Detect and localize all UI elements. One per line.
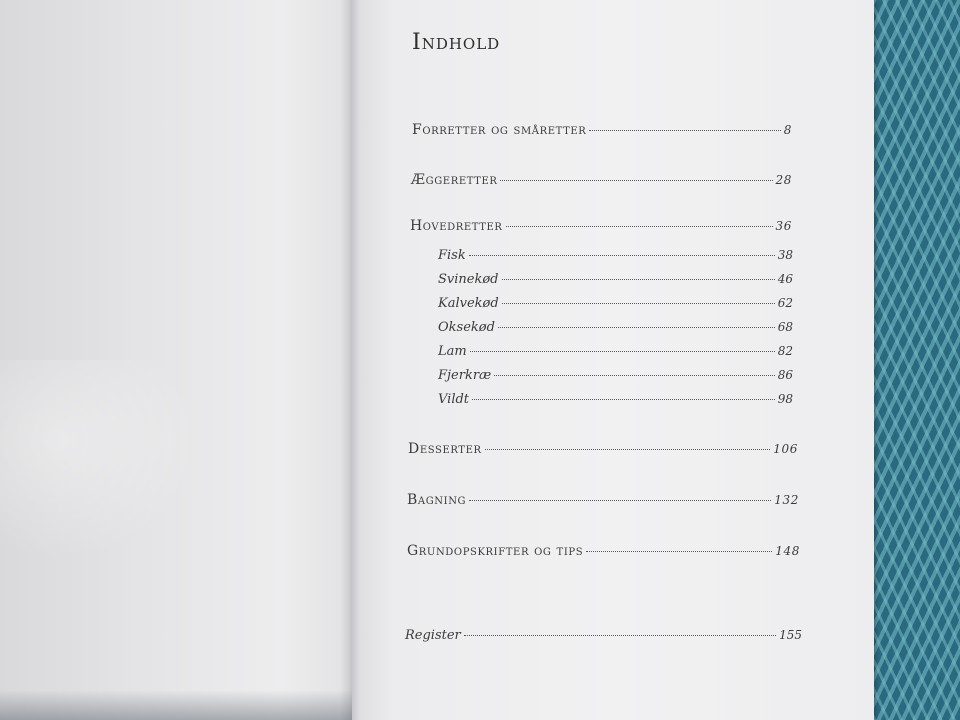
toc-leader-dots [472,399,775,400]
toc-leader-dots [589,130,780,131]
toc-entry-label: Grundopskrifter og tips [407,543,584,559]
book-spine [340,0,360,720]
toc-leader-dots [464,635,776,636]
toc-page-number: 132 [774,493,799,507]
toc-leader-dots [502,303,775,304]
toc-entry-label: Desserter [408,441,482,457]
toc-page-number: 82 [777,344,793,358]
toc-page-number: 155 [779,628,802,642]
toc-leader-dots [485,449,771,450]
toc-entry-bagning [407,492,799,508]
toc-entry-svinekod [438,272,793,287]
toc-leader-dots [469,255,775,256]
toc-leader-dots [586,551,772,552]
toc-entry-register [405,628,802,643]
toc-page-number: 86 [777,368,793,382]
toc-entry-forretter [412,122,792,138]
left-page-glare [0,360,200,560]
toc-page-number: 148 [775,544,800,558]
toc-leader-dots [498,327,775,328]
toc-page-number: 62 [777,296,793,310]
toc-leader-dots [500,180,772,181]
toc-page-number: 46 [777,272,793,286]
toc-page-number: 106 [773,442,798,456]
toc-entry-label: Register [405,628,461,643]
toc-entry-kalvekod [438,296,793,311]
toc-entry-desserter [408,441,798,457]
toc-entry-label: Æggeretter [411,172,498,188]
toc-entry-aeggeretter [411,172,792,188]
toc-entry-grundopskrifter [407,543,800,559]
toc-entry-label: Forretter og småretter [412,122,587,138]
toc-entry-vildt [438,392,793,407]
toc-entry-fisk [438,248,793,263]
page-title: Indhold [412,30,501,55]
toc-page-number: 98 [777,392,793,406]
toc-entry-label: Bagning [407,492,467,508]
toc-entry-lam [438,344,793,359]
toc-leader-dots [494,375,774,376]
toc-entry-oksekod [438,320,793,335]
left-page-shadow [0,690,352,720]
tablecloth-background [860,0,960,720]
toc-entry-hovedretter [410,218,792,234]
toc-entry-label: Fjerkræ [438,368,492,383]
toc-leader-dots [470,351,775,352]
toc-entry-label: Kalvekød [438,296,499,311]
toc-entry-label: Hovedretter [410,218,503,234]
toc-leader-dots [502,279,775,280]
toc-page-number: 68 [777,320,793,334]
toc-leader-dots [469,500,771,501]
right-page [352,0,874,720]
toc-entry-fjerkrae [438,368,793,383]
toc-page-number: 8 [783,123,792,137]
left-page-blank [0,0,352,720]
toc-leader-dots [506,226,773,227]
toc-entry-label: Svinekød [438,272,499,287]
toc-entry-label: Vildt [438,392,470,407]
toc-page-number: 36 [775,219,792,233]
toc-entry-label: Fisk [438,248,466,263]
toc-entry-label: Lam [438,344,467,359]
toc-page-number: 28 [775,173,792,187]
toc-page-number: 38 [777,248,793,262]
toc-entry-label: Oksekød [438,320,495,335]
